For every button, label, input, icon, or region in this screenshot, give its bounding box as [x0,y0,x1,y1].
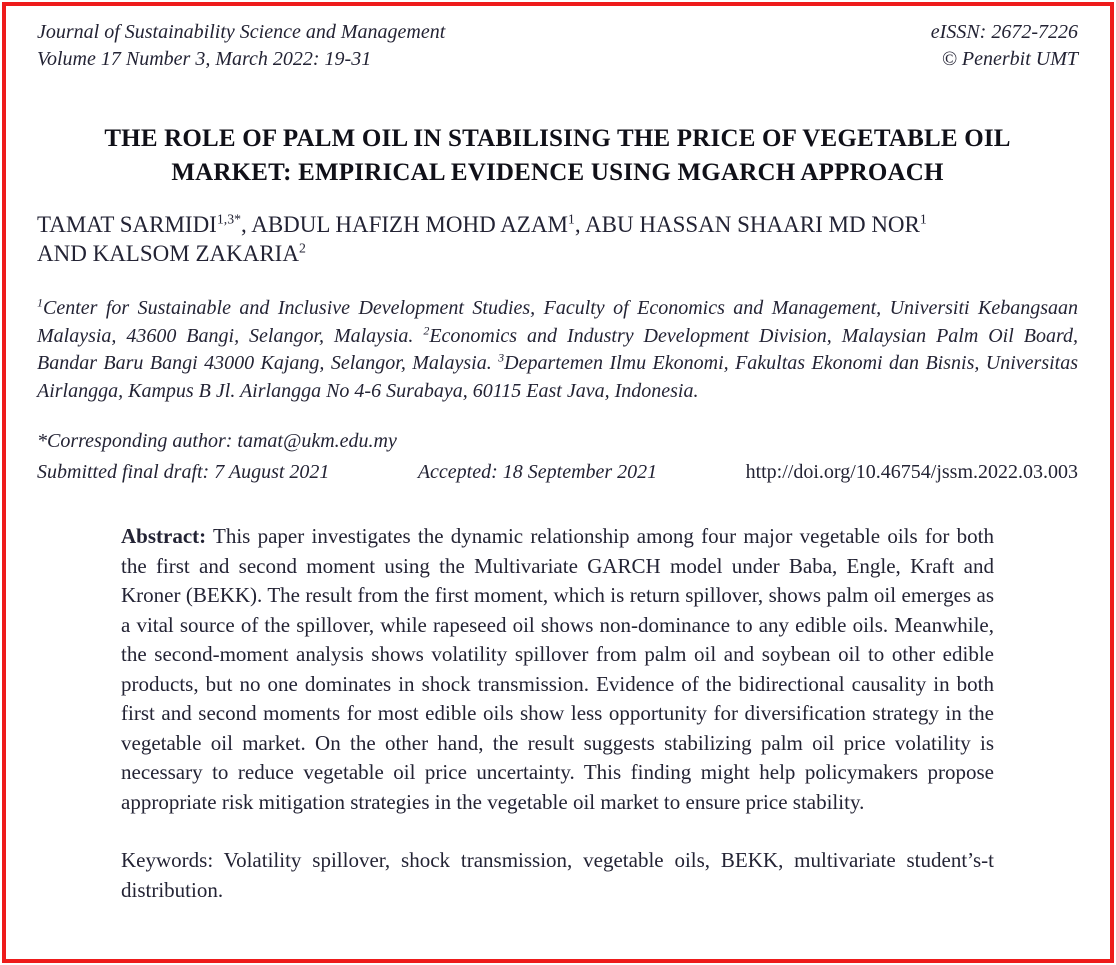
journal-name: Journal of Sustainability Science and Management [37,21,446,43]
corresponding-author: *Corresponding author: tamat@ukm.edu.my [37,430,397,452]
abstract-text: This paper investigates the dynamic relationship among four major vegetable oils for both the first and second moment using the Multivariate GARCH model under Baba, Engle, Kraft and Kroner (BEKK). The result from the first moment, which is return spillover, shows palm oil emerges as a vital source of the spillover, while rapeseed oil shows non-dominance to any edible oils. Meanwhile, the second-moment analysis shows volatility spillover from palm oil and soybean oil to other edible products, but no one dominates in shock transmission. Evidence of the bidirectional causality in both first and second moments for most edible oils show less opportunity for diversification strategy in the vegetable oil market. On the other hand, the result suggests stabilizing palm oil price volatility is necessary to reduce vegetable oil price uncertainty. This finding might help policymakers propose appropriate risk mitigation strategies in the vegetable oil market to ensure price stability. [121,524,994,814]
affiliations: $^1$Center for Sustainable and Inclusive Development Studies, Faculty of Economics and Management, Universiti Kebangsaan Malaysia, 43600 Bangi, Selangor, Malaysia. $^2$Economics and Industry Development Division, Malaysian Palm Oil Board, Bandar Baru Bangi 43000 Kajang, Selangor, Malaysia. $^3$Departemen Ilmu Ekonomi, Fakultas Ekonomi dan Bisnis, Universitas Airlangga, Kampus B Jl. Airlangga No 4-6 Surabaya, 60115 East Java, Indonesia. [37,295,1079,402]
author-line-2: AND KALSOM ZAKARIA$^2$ [37,240,306,266]
masthead-right [931,19,1078,73]
author-line-1: TAMAT $SARMIDI^{1,3*}$, ABDUL HAFIZH MOHD AZAM$^1$, ABU HASSAN SHAARI MD NOR$^1$ [37,211,927,237]
abstract-label: Abstract: [121,524,207,548]
journal-masthead [37,19,1078,73]
article-title-line-1: THE ROLE OF PALM OIL IN STABILISING THE PRICE OF VEGETABLE OIL [104,125,1011,152]
masthead-left [37,19,445,73]
submission-info-row [37,459,1078,486]
journal-eissn: eISSN: 2672-7226 [930,21,1078,43]
page-content [6,6,1110,959]
abstract-paragraph [121,522,994,817]
article-title [37,122,1078,190]
journal-copyright: © Penerbit UMT [941,48,1078,70]
accepted-date: Accepted: 18 September 2021 [417,461,658,483]
keywords: Keywords: Volatility spillover, shock transmission, vegetable oils, BEKK, multivariate student’s-t distribution. [121,848,994,902]
abstract-block [121,522,994,905]
article-title-line-2: MARKET: EMPIRICAL EVIDENCE USING MGARCH APPROACH [171,159,944,186]
doi-text: http://doi.org/10.46754/jssm.2022.03.003 [745,461,1078,483]
journal-volume-info: Volume 17 Number 3, March 2022: 19-31 [37,48,372,70]
submitted-date: Submitted final draft: 7 August 2021 [37,461,330,483]
author-list [37,210,1078,268]
